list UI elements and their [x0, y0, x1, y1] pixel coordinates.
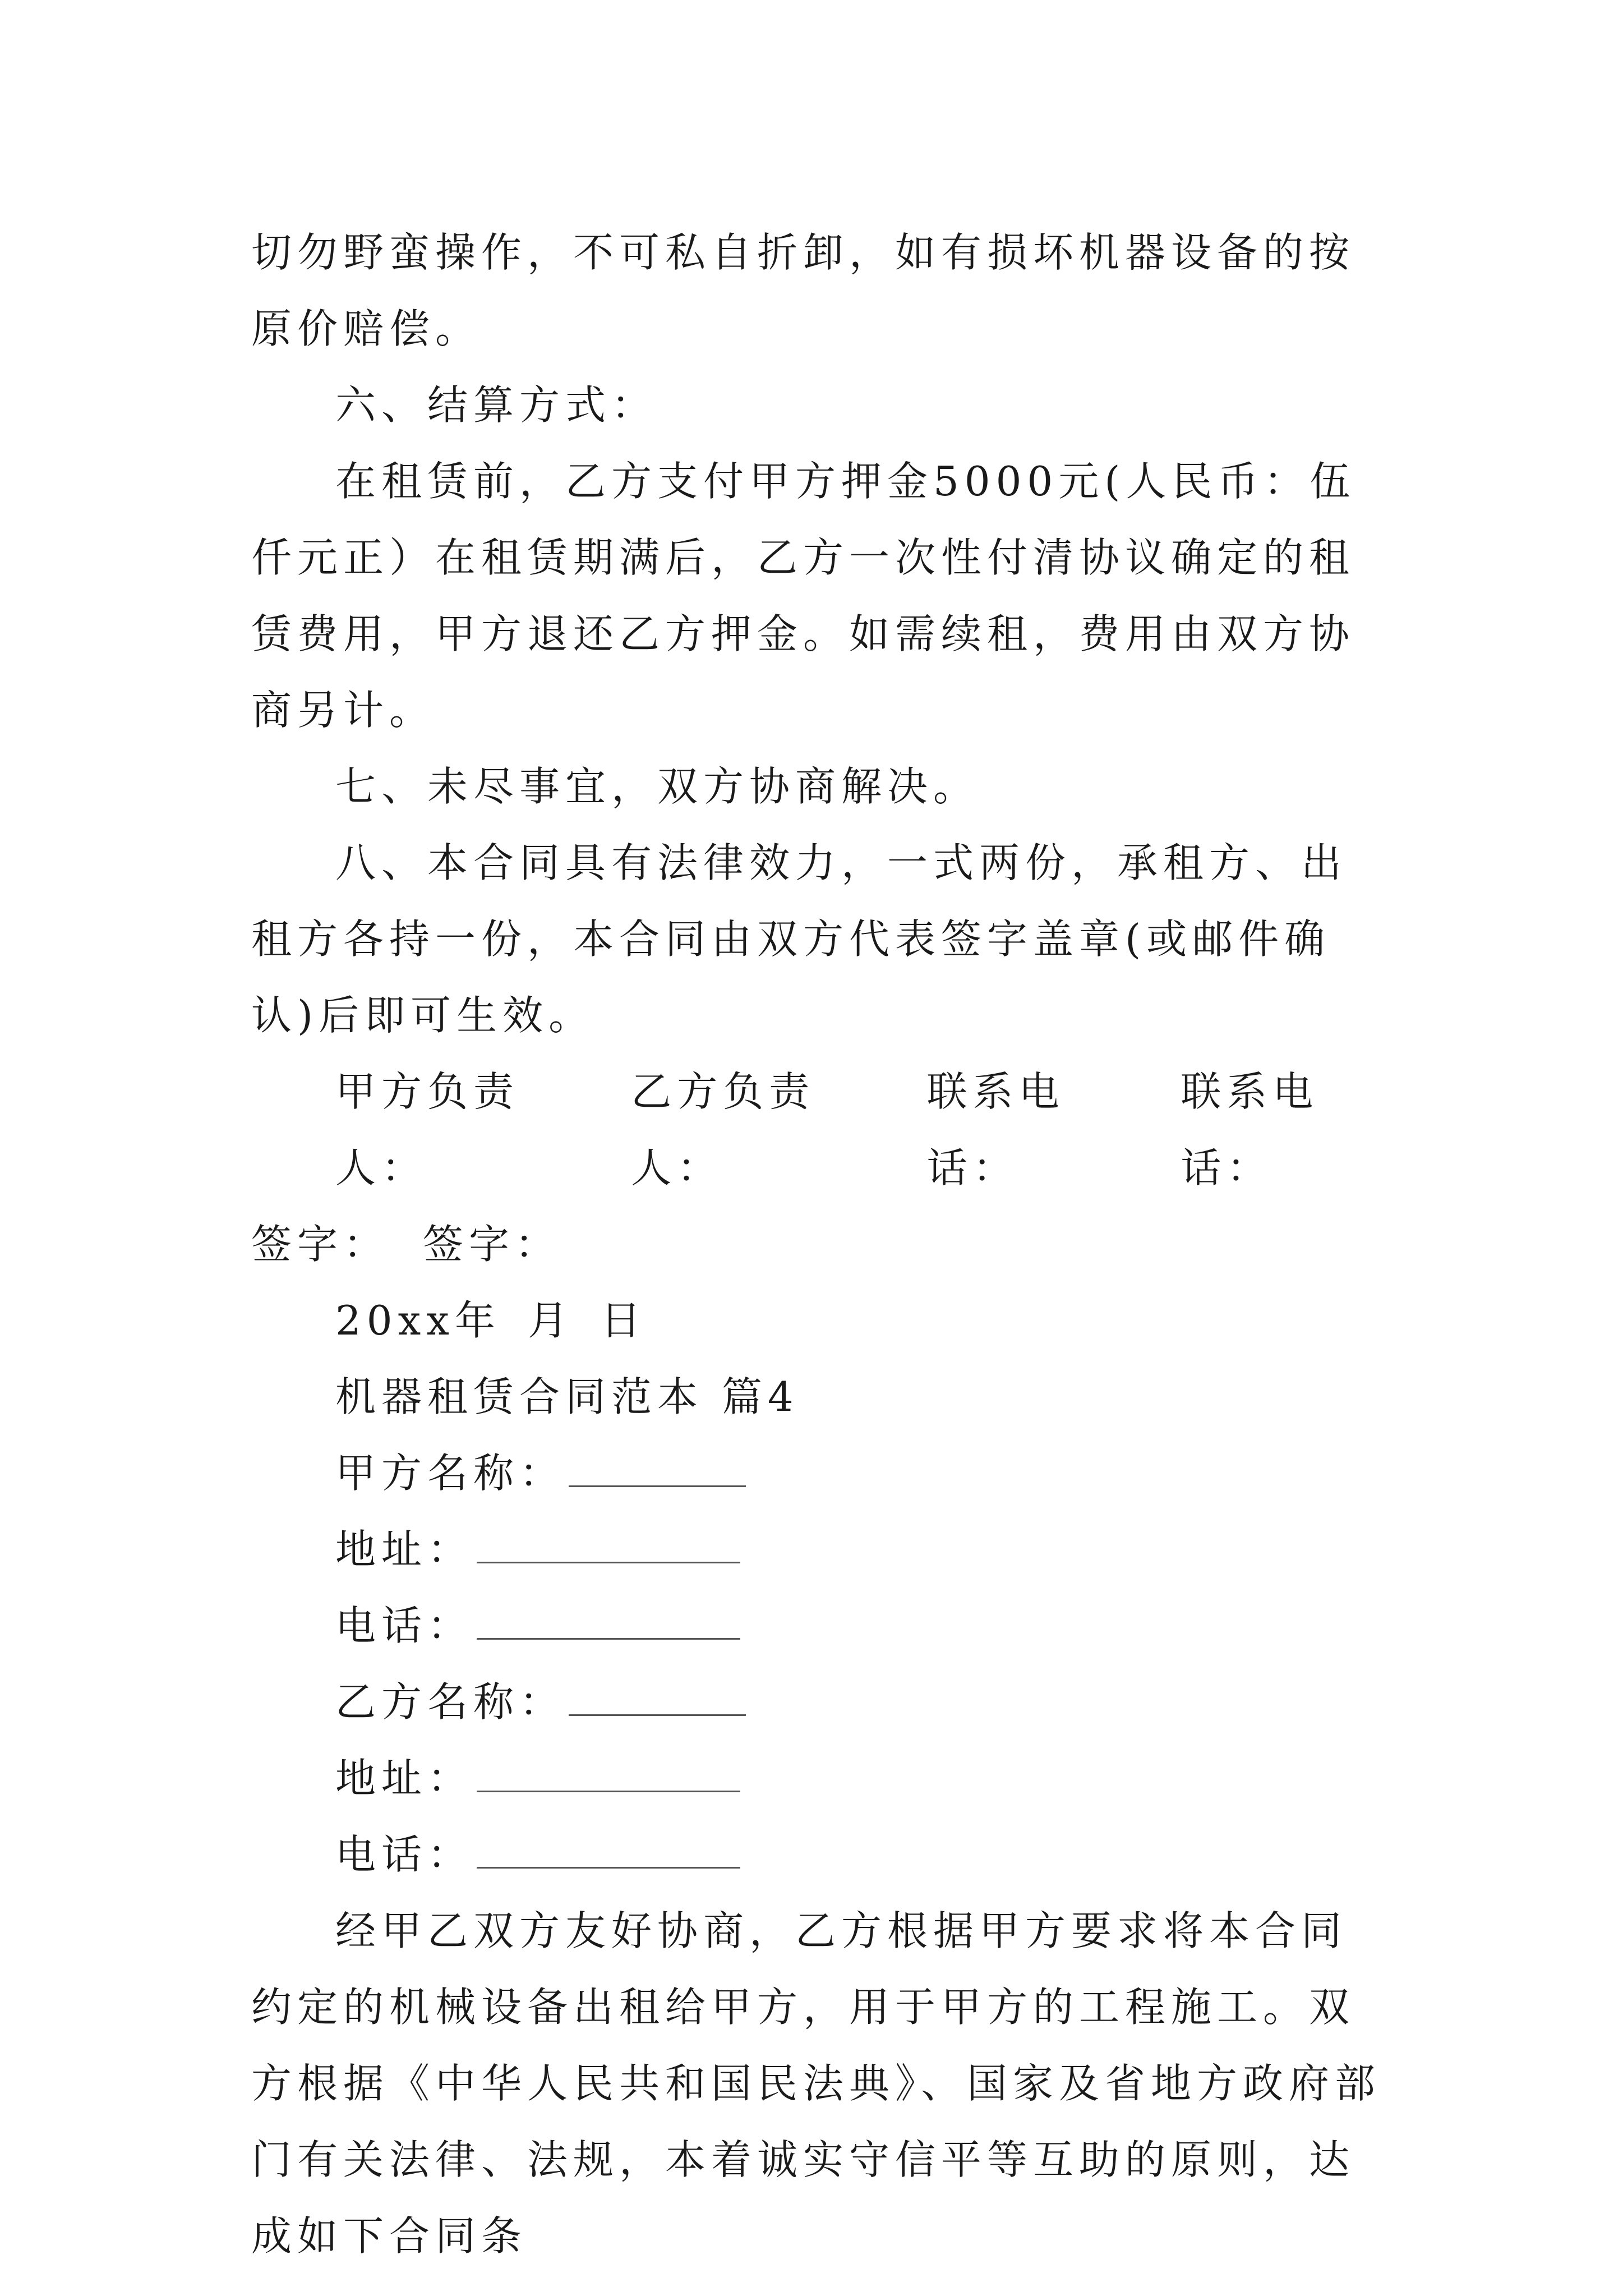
party-a-phone-label: 联系电话： — [926, 1068, 1065, 1191]
party-b-phone-blank[interactable] — [477, 1818, 740, 1869]
party-a-phone-label: 电话： — [335, 1602, 474, 1649]
party-a-name-field — [251, 1435, 1390, 1511]
date-year: 20xx年 — [335, 1297, 501, 1344]
paragraph-deposit-terms: 在租赁前，乙方支付甲方押金5000元(人民币：伍仟元正）在租赁期满后，乙方一次性付清协议确定的租赁费用，甲方退还乙方押金。如需续租，费用由双方协商另计。 — [251, 458, 1356, 734]
party-b-name-blank[interactable] — [569, 1665, 746, 1716]
document-body — [251, 214, 1390, 2274]
date-month: 月 — [527, 1297, 574, 1344]
date-day: 日 — [600, 1297, 647, 1344]
party-b-name-label: 乙方名称： — [335, 1678, 566, 1726]
party-b-sign-label: 签字： — [423, 1221, 561, 1268]
heading-unresolved-matters: 七、未尽事宜，双方协商解决。 — [335, 763, 980, 810]
party-a-representative-label: 甲方负责人： — [335, 1068, 520, 1191]
party-a-sign-label: 签字： — [251, 1221, 390, 1268]
paragraph-legal-effect: 八、本合同具有法律效力，一式两份，承租方、出租方各持一份，本合同由双方代表签字盖章(或邮件确认)后即可生效。 — [251, 839, 1348, 1039]
party-b-name-field — [251, 1664, 1390, 1740]
signature-row-representatives — [251, 1053, 1390, 1206]
party-a-name-blank[interactable] — [569, 1436, 746, 1487]
party-b-phone-label: 电话： — [335, 1831, 474, 1878]
party-a-address-field — [251, 1511, 1390, 1588]
party-b-phone-label: 联系电话： — [1181, 1068, 1319, 1191]
party-b-address-label: 地址： — [335, 1755, 474, 1802]
party-a-address-label: 地址： — [335, 1526, 474, 1573]
paragraph-damage-compensation: 切勿野蛮操作，不可私自折卸，如有损坏机器设备的按原价赔偿。 — [251, 229, 1355, 352]
party-a-phone-field — [251, 1588, 1390, 1664]
section-title: 机器租赁合同范本 篇4 — [335, 1373, 799, 1420]
party-b-address-field — [251, 1740, 1390, 1816]
party-a-address-blank[interactable] — [477, 1512, 740, 1563]
party-b-phone-field — [251, 1816, 1390, 1893]
party-b-representative-label: 乙方负责人： — [631, 1068, 815, 1191]
signing-date — [251, 1282, 1390, 1359]
heading-settlement-method: 六、结算方式： — [335, 381, 658, 429]
party-a-name-label: 甲方名称： — [335, 1450, 566, 1497]
signature-row-signs — [251, 1206, 1390, 1282]
party-a-phone-blank[interactable] — [477, 1589, 740, 1640]
paragraph-contract-preamble: 经甲乙双方友好协商，乙方根据甲方要求将本合同约定的机械设备出租给甲方，用于甲方的工程施工。双方根据《中华人民共和国民法典》、国家及省地方政府部门有关法律、法规，本着诚实守信平等互助的原则，达成如下合同条 — [251, 1907, 1381, 2260]
party-b-address-blank[interactable] — [477, 1741, 740, 1792]
